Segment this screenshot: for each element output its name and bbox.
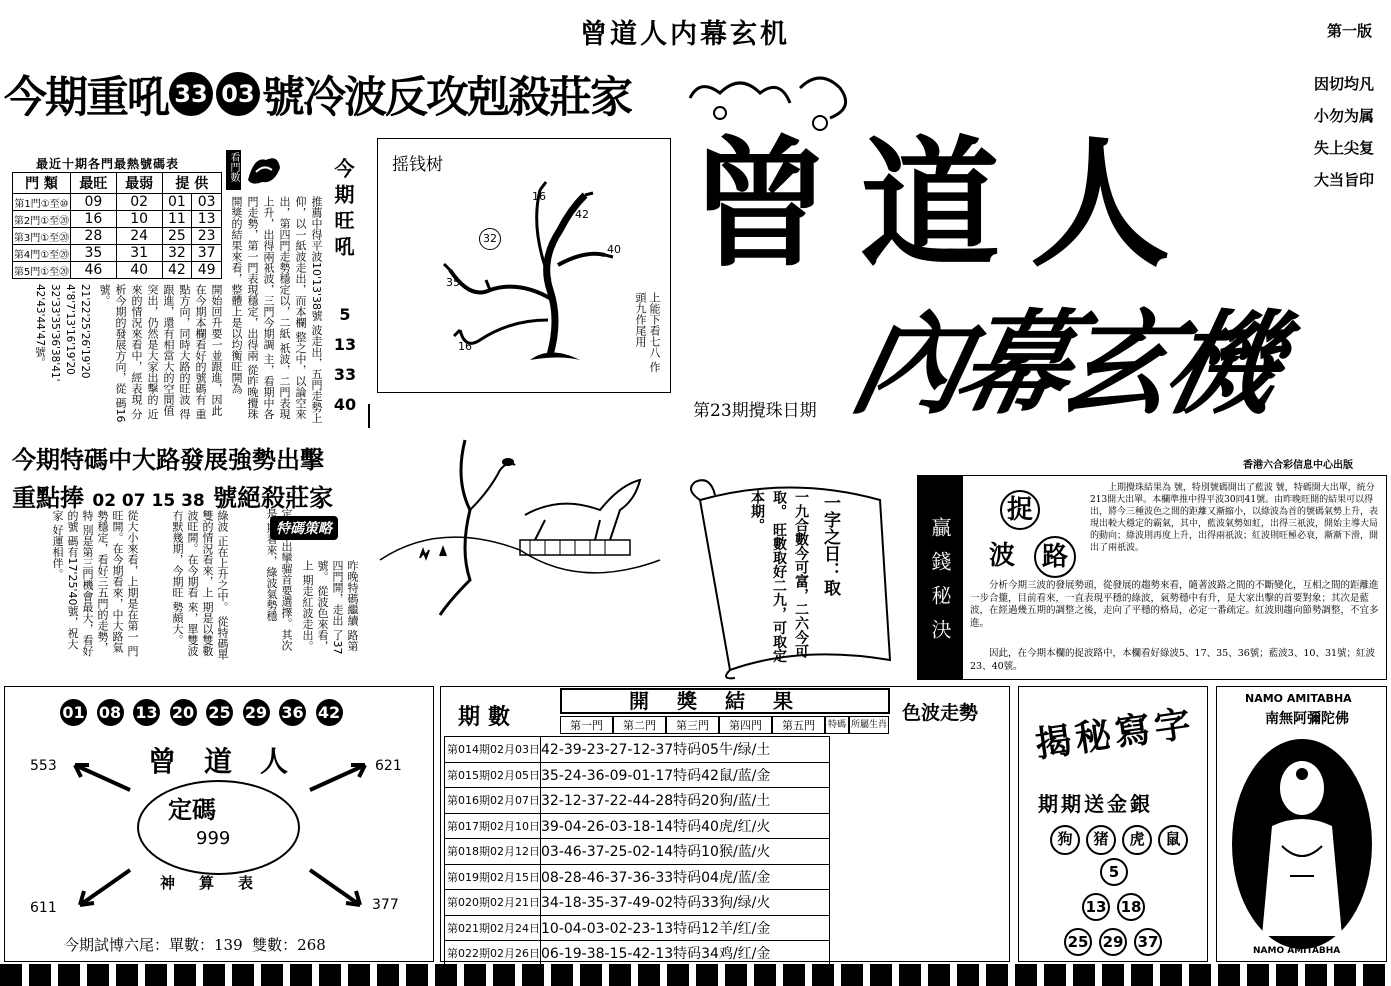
period-cell: 第016期02月07日	[445, 788, 541, 814]
table-row	[445, 813, 830, 839]
cell: 35	[71, 245, 117, 262]
row-label: 第3門①至⑳	[13, 228, 71, 245]
buddha-bottom-label: NAMO AMITABHA	[1253, 946, 1341, 956]
win-paragraph-1: 上期攪珠結果為 號，特別號碼開出了藍波 號，特碼開大出單，統分213開大出單。本欄準推中得平波30同41號。由昨晚旺開的結果可以得出，將今三種波色之間的距離又漸縮小，以綠波為首的號碼氣勢上升，表現出較大穩定的霸氣，其中，藍波氣勢如虹，出得三祇波，開始主導大局的動向；綠波則再度上升，出得兩祇波；紅波則旺極必衰，漸漸下滑，開出了兩祇波。	[1090, 483, 1379, 553]
poem-line: 小勿为属	[1314, 107, 1375, 125]
gift-number: 29	[1099, 928, 1127, 956]
ball: 29	[243, 699, 270, 726]
corner-number: 553	[30, 758, 57, 774]
col-header: 第四門	[719, 716, 772, 734]
gift-numbers-1	[1100, 858, 1128, 886]
analysis-column-text-b: 推薦中得平波10'13'38號 波走出，五門走勢上仰，以一紙波走出，而本欄 整之中，以論空來出，第四門走勢穩定以，二紙 祇波，二門表現上升，出得兩祇波，三門今期調 主，看期中各門走勢，第一門表現穩定，出得兩 從昨晚攪珠開獎的結果來看，整體上是以均衡旺開為	[230, 196, 323, 424]
table-row	[445, 864, 830, 890]
poem-line: 大当旨印	[1314, 171, 1375, 189]
zodiac-dog-icon: 狗	[1050, 825, 1080, 855]
row-label: 第1門①至⑩	[13, 194, 71, 211]
page-title: 曾道人内幕玄机	[580, 19, 790, 50]
cell: 32	[162, 245, 192, 262]
period-header: 期數	[458, 704, 519, 730]
cell: 11	[162, 211, 192, 228]
cell: 40	[116, 262, 162, 279]
number-column-text: 21'22'25'26'19'20 4'8'7'13'16'19'20 32'33'35'36'38'41' 42'43'44'47號。	[34, 284, 91, 382]
strategy-badge: 特碼策略	[270, 516, 338, 540]
result-cell: 35-24-36-09-01-17特码42鼠/蓝/金	[541, 762, 830, 788]
table-row	[13, 211, 222, 228]
cell: 09	[71, 194, 117, 211]
cell: 31	[116, 245, 162, 262]
scroll-title: 一字之日：取	[820, 494, 840, 596]
stats-header: 最弱	[116, 173, 162, 194]
headline	[4, 64, 631, 124]
table-row	[13, 194, 222, 211]
arrows-icon	[60, 760, 380, 920]
period-cell: 第022期02月26日	[445, 941, 541, 967]
period-cell: 第018期02月12日	[445, 839, 541, 865]
cell: 46	[71, 262, 117, 279]
stats-title: 最近十期各門最熱號碼表	[36, 157, 180, 171]
color-wave-trend: 色波走勢	[902, 702, 979, 724]
row-label: 第5門①至⑳	[13, 262, 71, 279]
headline2-prefix: 重點捧	[12, 484, 84, 512]
gift-number: 5	[1100, 858, 1128, 886]
zodiac-rat-icon: 鼠	[1158, 825, 1188, 855]
decorative-border	[0, 964, 1391, 986]
headline-rest: 號冷波反攻剋殺莊家	[262, 72, 631, 123]
lucky-balls	[60, 699, 343, 726]
cell: 03	[192, 194, 222, 211]
cell: 42	[162, 262, 192, 279]
analysis-column-text: 開始回升要一並跟進，因此在今期本欄看好的號碼有 重點方向，同時大路的旺波 得跟進，還有相當大的空間值 突出，仍然是大家出擊的 近來的情況來看中，經表現 分析今期的發展方向，從 碼16號。	[98, 284, 223, 423]
tree-number: 16	[458, 340, 472, 353]
dragon-icon	[244, 150, 284, 188]
cell: 23	[192, 228, 222, 245]
ball: 13	[133, 699, 160, 726]
zodiac-row	[1050, 825, 1188, 855]
publisher: 香港六合彩信息中心出版	[1243, 460, 1353, 471]
result-cell: 06-19-38-15-42-13特码34鸡/红/金	[541, 941, 830, 967]
stats-header: 最旺	[71, 173, 117, 194]
headline2-suffix: 號絕殺莊家	[213, 484, 334, 512]
tree-number: 32	[479, 228, 501, 250]
buddha-top-label: NAMO AMITABHA	[1245, 692, 1352, 705]
table-row	[445, 839, 830, 865]
col-header: 第二門	[613, 716, 666, 734]
ball: 20	[170, 699, 197, 726]
cell: 28	[71, 228, 117, 245]
gift-numbers-2	[1082, 893, 1145, 921]
mid-headline-1: 今期特碼中大路發展強勢出擊	[12, 446, 324, 474]
edition-label: 第一版	[1327, 22, 1373, 40]
strategy-text-3: 綠波 正在上升之中。 從特碼單雙的情況看來，上 期是以雙數波旺開。在今期看 來，單雙波冇默幾期，今期旺 勢頗大。	[171, 510, 229, 660]
tree-number: 16	[532, 190, 546, 203]
zodiac-pig-icon: 猪	[1086, 825, 1116, 855]
result-cell: 39-04-26-03-18-14特码40虎/红/火	[541, 813, 830, 839]
results-col-headers	[560, 716, 889, 734]
draw-date: 第23期攪珠日期	[693, 401, 817, 421]
result-cell: 08-28-46-37-36-33特码04虎/蓝/金	[541, 864, 830, 890]
strategy-text-1: 昨晚特碼繼續 路第四門開，走出 了37號。 從波色來看，上 期走紅波走出。	[301, 560, 359, 655]
cell: 02	[116, 194, 162, 211]
table-row	[445, 762, 830, 788]
fixed-number-title: 定碼	[168, 795, 216, 824]
cell: 10	[116, 211, 162, 228]
wang-hou-number: 40	[333, 395, 357, 414]
table-row	[445, 788, 830, 814]
period-cell: 第020期02月21日	[445, 890, 541, 916]
ball: 08	[97, 699, 124, 726]
wang-hou-title: 今期旺吼	[331, 158, 355, 262]
gift-number: 18	[1117, 893, 1145, 921]
wang-hou-number: 13	[333, 335, 357, 354]
stats-side-label: 看門數	[226, 150, 241, 190]
results-table	[444, 736, 830, 967]
headline-ball-1: 33	[169, 72, 213, 116]
stats-table	[12, 172, 222, 279]
fixed-number-value: 999	[196, 828, 231, 849]
period-cell: 第014期02月03日	[445, 737, 541, 763]
prediction-title: 曾道人	[148, 745, 317, 778]
table-row	[445, 941, 830, 967]
col-header: 第三門	[666, 716, 719, 734]
zodiac-tiger-icon: 虎	[1122, 825, 1152, 855]
tree-number: 40	[607, 243, 621, 256]
period-cell: 第015期02月05日	[445, 762, 541, 788]
tail-numbers: 今期試博六尾：單數：139 雙數：268	[64, 936, 326, 954]
poem-line: 失上尖复	[1314, 139, 1375, 157]
win-side-label: 贏錢秘決	[917, 475, 963, 680]
result-cell: 34-18-35-37-49-02特码33狗/绿/火	[541, 890, 830, 916]
result-cell: 42-39-23-27-12-37特码05牛/绿/土	[541, 737, 830, 763]
ball: 01	[60, 699, 87, 726]
headline-prefix: 今期重吼	[4, 72, 168, 123]
row-label: 第4門①至⑳	[13, 245, 71, 262]
cell: 13	[192, 211, 222, 228]
brand-subtitle: 內幕玄機	[841, 300, 1285, 430]
gift-title: 期期送金銀	[1038, 792, 1153, 816]
cell: 37	[192, 245, 222, 262]
ball: 36	[279, 699, 306, 726]
cell: 25	[162, 228, 192, 245]
strategy-text-2: 定，系出攣骝首要選擇。其次是 期看來，綠波氣勢穩	[265, 508, 293, 651]
corner-number: 611	[30, 900, 57, 916]
period-cell: 第021期02月24日	[445, 915, 541, 941]
result-cell: 03-46-37-25-02-14特码10猴/蓝/火	[541, 839, 830, 865]
corner-number: 377	[372, 897, 399, 913]
table-row	[13, 245, 222, 262]
headline-ball-2: 03	[216, 72, 260, 116]
cell: 16	[71, 211, 117, 228]
col-header: 所屬生肖	[849, 716, 889, 734]
cell: 24	[116, 228, 162, 245]
table-row	[445, 915, 830, 941]
cell: 49	[192, 262, 222, 279]
wang-hou-number: 33	[333, 365, 357, 384]
wang-hou-numbers	[330, 300, 360, 420]
table-row	[13, 262, 222, 279]
stats-header: 提 供	[162, 173, 221, 194]
divider	[368, 404, 370, 428]
catch-badge: 捉	[1000, 490, 1040, 530]
result-cell: 32-12-37-22-44-28特码20狗/蓝/土	[541, 788, 830, 814]
period-cell: 第019期02月15日	[445, 864, 541, 890]
ball: 25	[206, 699, 233, 726]
corner-number: 621	[375, 758, 402, 774]
table-row	[13, 228, 222, 245]
win-paragraph-3: 因此，在今期本欄的捉波路中，本欄看好綠波5、17、35、36號；藍波3、10、31號；紅波23、40號。	[970, 648, 1376, 672]
money-tree-illustration	[410, 170, 620, 390]
win-paragraph-2: 分析今期三波的發展勢頭，從發展的趨勢來看，隨著波路之間的不斷變化，互相之間的距離進一步合攏，目前看來，一直表現平穩的綠波，氣勢穩中有升，是大家出擊的首要對象；其次是藍波，在經過幾五期的調整之後，走向了平穩的格局，必定一番疏定。紅波則趨向節勢調整，不宜多進。	[970, 580, 1379, 629]
cell: 01	[162, 194, 192, 211]
stats-header: 門 類	[13, 173, 71, 194]
row-label: 第2門①至⑳	[13, 211, 71, 228]
tree-number: 35	[446, 276, 460, 289]
period-cell: 第017期02月10日	[445, 813, 541, 839]
wave-badge: 波	[988, 541, 1015, 571]
strategy-text-4: 從大小來看，上期是在第一 門旺開。在今期看來，中大路氣 勢穩定，看好三五門的走勢，特 別是第三門機會最大，看好的號 碼有17'25'40號，祝大家 好運相伴。	[51, 510, 139, 657]
gift-number: 13	[1082, 893, 1110, 921]
result-cell: 10-04-03-02-23-13特码12羊/红/金	[541, 915, 830, 941]
buddha-figure-icon	[1220, 726, 1384, 958]
scroll-text: 一九合數今可富，二六今可取。 旺數取好二九，可取定本期。	[749, 490, 809, 663]
headline2-nums: 02 07 15 38	[92, 491, 205, 511]
col-header: 第五門	[772, 716, 825, 734]
col-header: 特碼	[825, 716, 849, 734]
table-row	[445, 737, 830, 763]
header-poem	[1314, 68, 1374, 196]
tree-poem: 上能下看七八 作頭九作尾用	[634, 292, 661, 373]
tree-number: 42	[575, 208, 589, 221]
results-title: 開獎結果	[560, 688, 890, 714]
buddha-cn-label: 南無阿彌陀佛	[1265, 711, 1349, 727]
wang-hou-number: 5	[339, 305, 351, 324]
gift-numbers-3	[1064, 928, 1162, 956]
table-row	[445, 890, 830, 916]
gift-number: 25	[1064, 928, 1092, 956]
poem-line: 因切均凡	[1314, 75, 1375, 93]
ball: 42	[316, 699, 343, 726]
road-badge: 路	[1034, 536, 1076, 578]
brand-name: 曾道人	[690, 123, 1201, 287]
col-header: 第一門	[560, 716, 613, 734]
fixed-number-sub: 神算表	[160, 874, 278, 892]
money-tree-title: 摇钱树	[392, 155, 443, 175]
gift-number: 37	[1134, 928, 1162, 956]
horse-bridge-illustration	[380, 440, 680, 670]
gift-banner: 揭秘寫字	[1032, 702, 1198, 766]
